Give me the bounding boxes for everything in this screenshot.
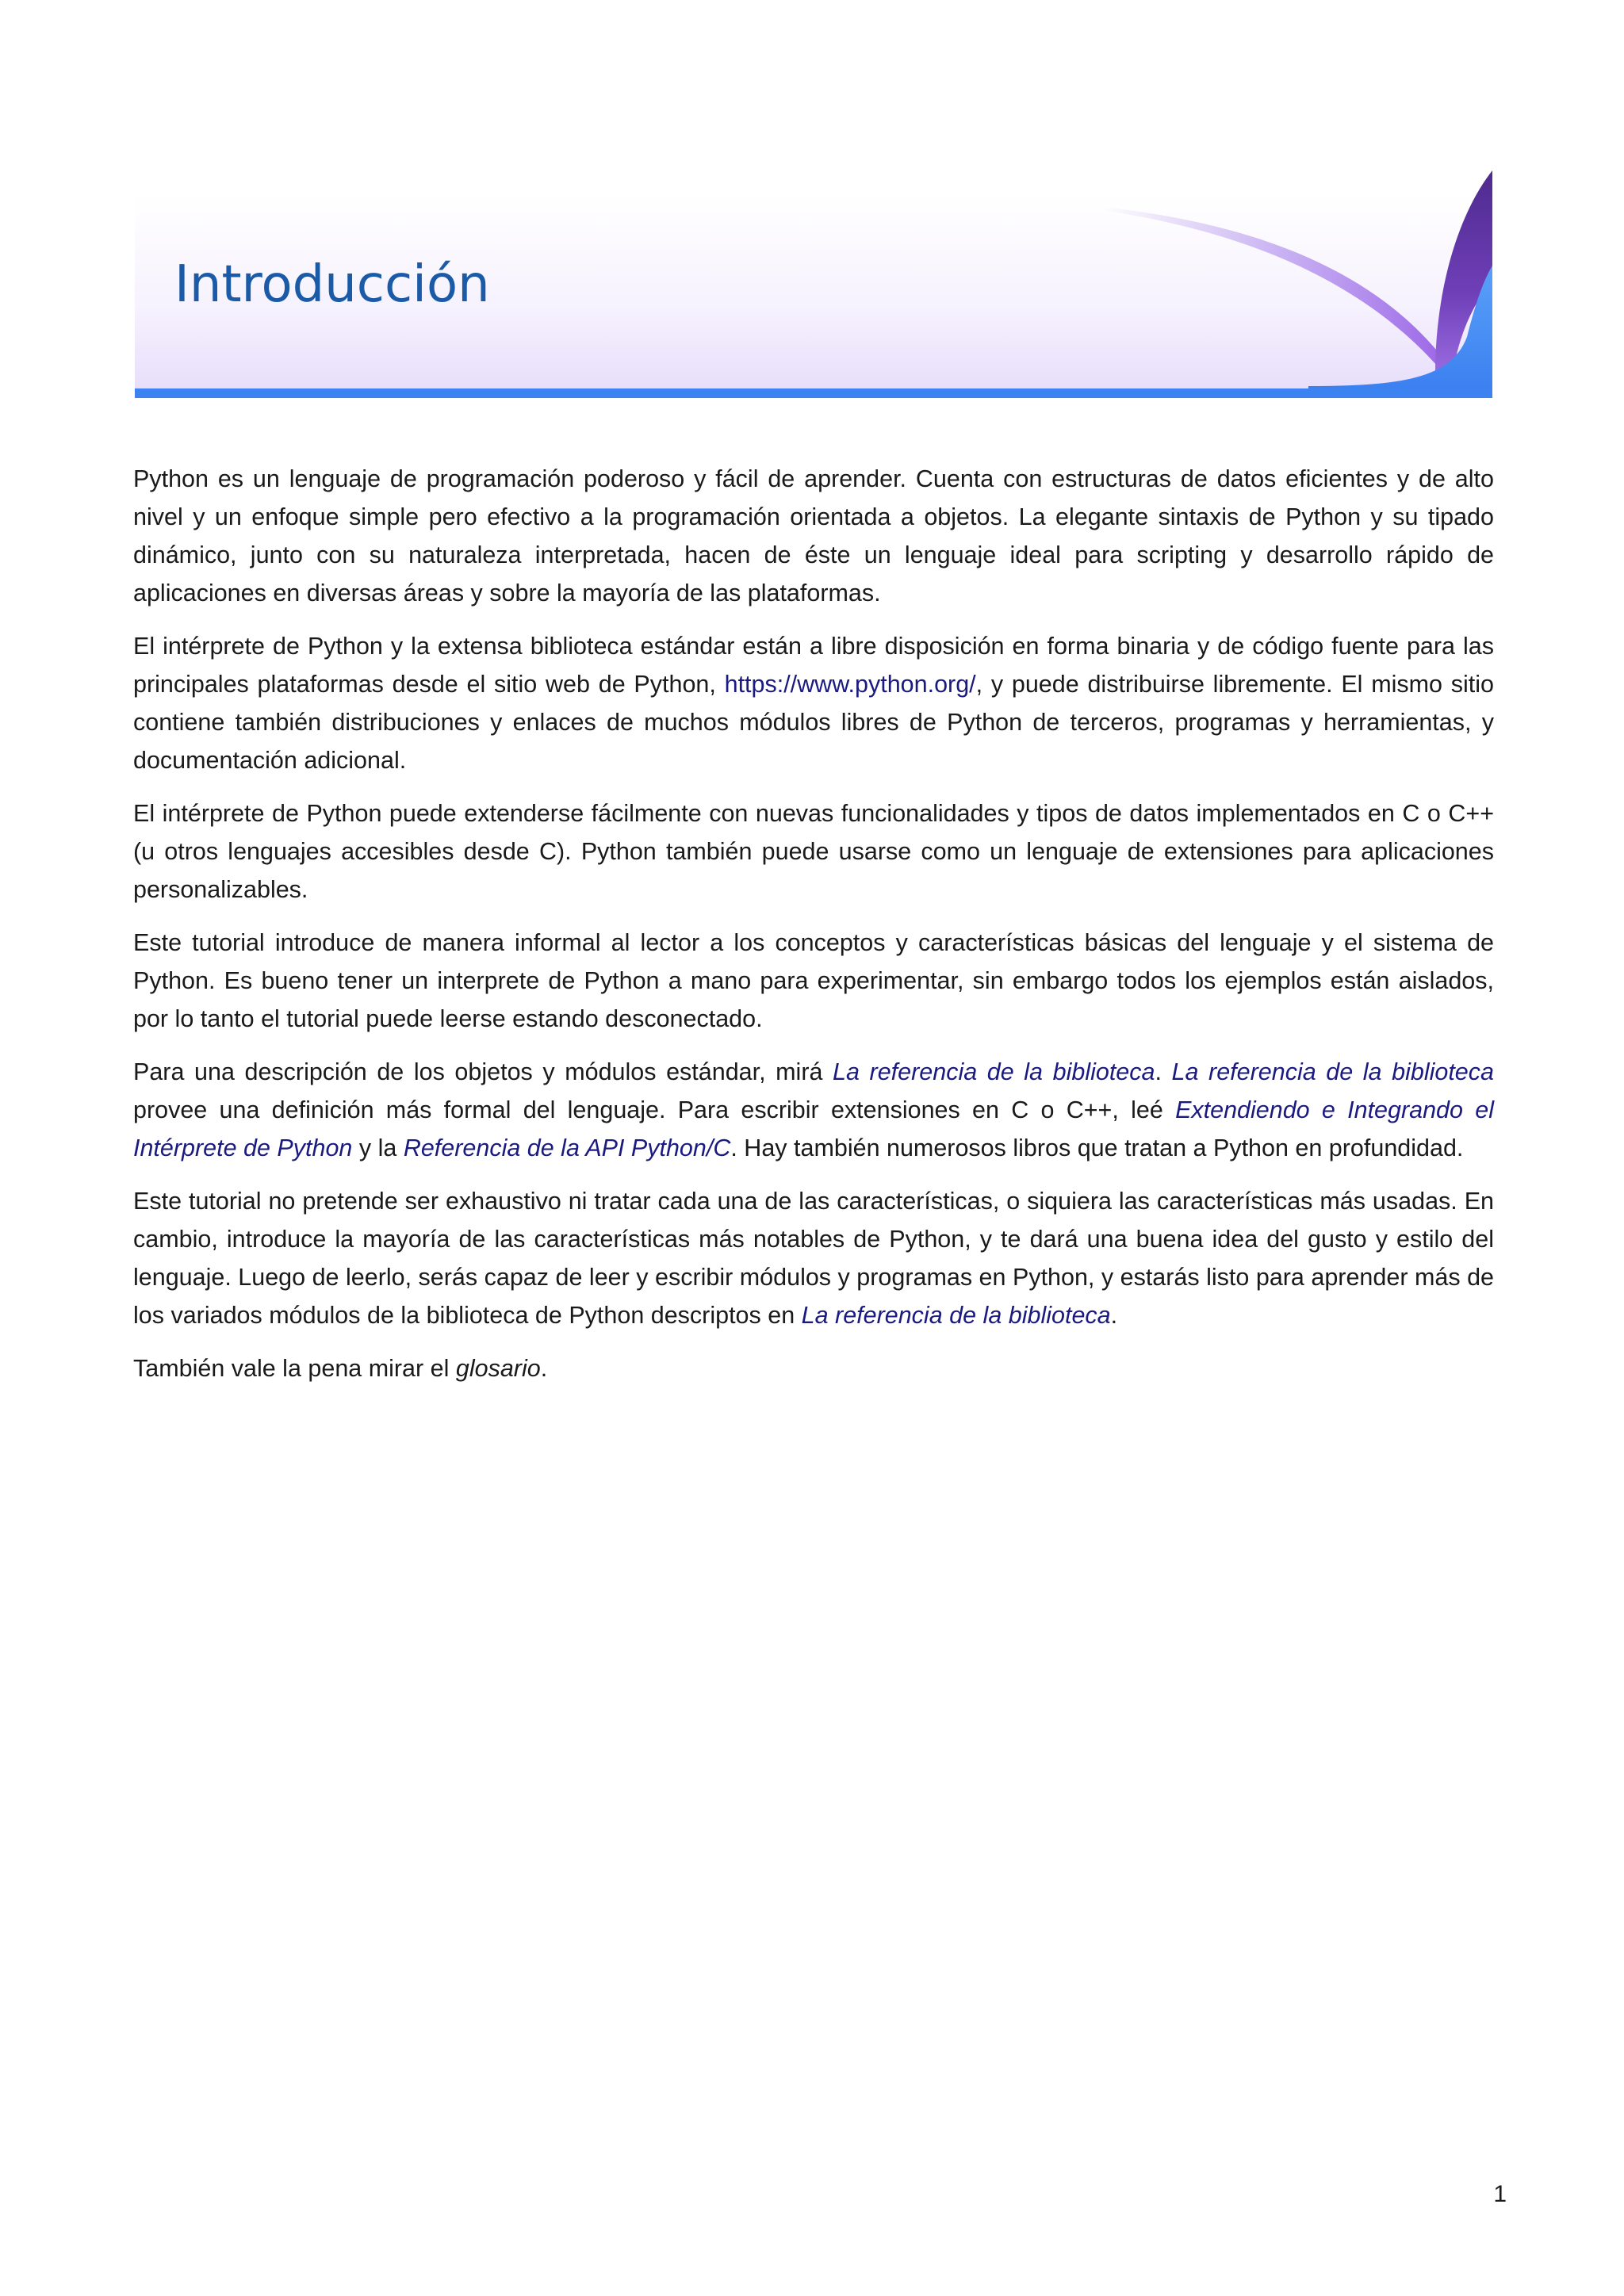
- paragraph-tutorial-scope: [133, 924, 1494, 1038]
- paragraph-not-exhaustive: [133, 1182, 1494, 1334]
- paragraph-text: Python es un lenguaje de programación poderoso y fácil de aprender. Cuenta con estructuras de datos eficientes y de alto nivel y un enfoque simple pero efectivo a la programación orientada a objetos. La elegante sintaxis de Python y su tipado dinámico, junto con su naturaleza interpretada, hacen de éste un lenguaje ideal para scripting y desarrollo rápido de aplicaciones en diversas áreas y sobre la mayoría de las plataformas.: [133, 465, 1494, 607]
- library-reference-link[interactable]: La referencia de la biblioteca: [833, 1058, 1155, 1085]
- page-number: 1: [1493, 2181, 1507, 2207]
- paragraph-text: .: [1155, 1058, 1172, 1085]
- paragraph-extending: [133, 794, 1494, 909]
- library-reference-link-3[interactable]: La referencia de la biblioteca: [801, 1302, 1111, 1329]
- paragraph-text: provee una definición más formal del lenguaje. Para escribir extensiones en C o C++, leé: [133, 1096, 1176, 1123]
- paragraph-glossary: [133, 1349, 1494, 1387]
- library-reference-link-2[interactable]: La referencia de la biblioteca: [1171, 1058, 1494, 1085]
- python-website-link[interactable]: https://www.python.org/: [724, 671, 976, 698]
- paragraph-references: [133, 1053, 1494, 1167]
- paragraph-text: . Hay también numerosos libros que tratan a Python en profundidad.: [730, 1135, 1464, 1161]
- paragraph-text: También vale la pena mirar el: [133, 1355, 456, 1382]
- paragraph-text: Este tutorial introduce de manera informal al lector a los conceptos y características básicas del lenguaje y el sistema de Python. Es bueno tener un interprete de Python a mano para experimentar, sin embargo todos los ejemplos están aislados, por lo tanto el tutorial puede leerse estando desconectado.: [133, 929, 1494, 1032]
- paragraph-text: Para una descripción de los objetos y módulos estándar, mirá: [133, 1058, 833, 1085]
- paragraph-text: Este tutorial no pretende ser exhaustivo ni tratar cada una de las características, o siquiera las características más usadas. En cambio, introduce la mayoría de las características más notables de Python, y te dará una buena idea del gusto y estilo del lenguaje. Luego de leerlo, serás capaz de leer y escribir módulos y programas en Python, y estarás listo para aprender más de los variados módulos de la biblioteca de Python descriptos en: [133, 1188, 1494, 1329]
- paragraph-text: .: [540, 1355, 548, 1382]
- glossary-term: glosario: [455, 1355, 541, 1382]
- paragraph-availability: [133, 627, 1494, 779]
- chapter-body: [133, 460, 1494, 1402]
- chapter-banner: [135, 170, 1492, 398]
- extending-embedding-link[interactable]: Extendiendo e Integrando el Intérprete de Python: [133, 1096, 1494, 1161]
- paragraph-intro: [133, 460, 1494, 612]
- paragraph-text: El intérprete de Python y la extensa biblioteca estándar están a libre disposición en forma binaria y de código fuente para las principales plataformas desde el sitio web de Python,: [133, 633, 1494, 698]
- chapter-title: Introducción: [174, 255, 490, 314]
- paragraph-text: y la: [352, 1135, 404, 1161]
- paragraph-text: , y puede distribuirse libremente. El mismo sitio contiene también distribuciones y enlaces de muchos módulos libres de Python de terceros, programas y herramientas, y documentación adicional.: [133, 671, 1494, 774]
- c-api-reference-link[interactable]: Referencia de la API Python/C: [403, 1135, 731, 1161]
- paragraph-text: .: [1110, 1302, 1118, 1329]
- paragraph-text: El intérprete de Python puede extenderse fácilmente con nuevas funcionalidades y tipos de datos implementados en C o C++ (u otros lenguajes accesibles desde C). Python también puede usarse como un lenguaje de extensiones para aplicaciones personalizables.: [133, 800, 1494, 903]
